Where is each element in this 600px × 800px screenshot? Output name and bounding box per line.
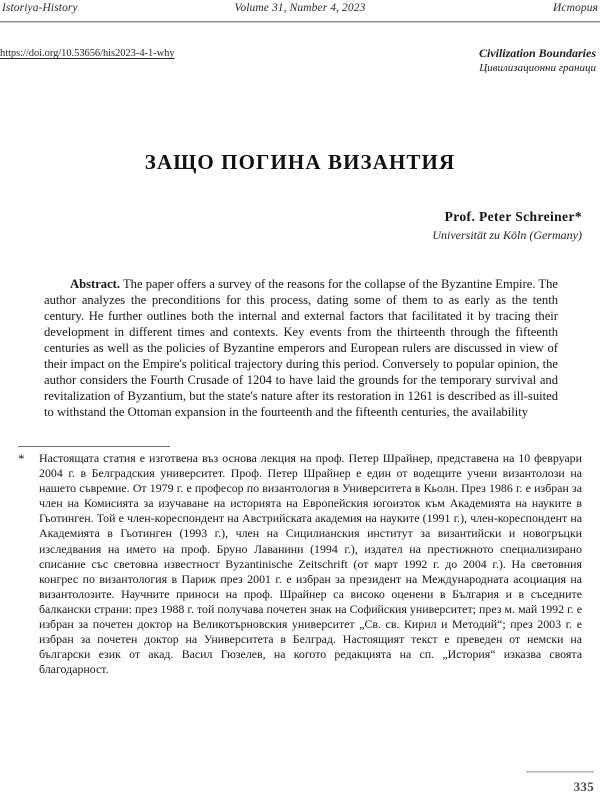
section-label (479, 46, 596, 75)
author-affiliation: Universität zu Köln (Germany) (432, 228, 582, 242)
article-title: ЗАЩО ПОГИНА ВИЗАНТИЯ (144, 150, 456, 175)
running-head (0, 2, 600, 22)
footnote-separator (18, 446, 170, 447)
footnote (18, 451, 582, 677)
folio-divider (526, 771, 594, 773)
abstract (44, 276, 558, 420)
abstract-text: The paper offers a survey of the reasons for the collapse of the Byzantine Empire. The author analyzes the preconditions for this process, dating some of them to as early as the tenth century. He further outlines both the internal and external factors that facilitated it by tracing their development in different times and contexts. Key events from the thirteenth through the fifteenth centuries as well as the policies of Byzantine emperors and European rulers are discussed in view of their impact on the Empire's political trajectory during this period. Conversely to popular opinion, the author considers the Fourth Crusade of 1204 to have laid the grounds for the temporary survival and revitalization of Byzantium, but the state's nature after its restoration in 1261 is described as ill-suited to withstand the Ottoman expansion in the fourteenth and the fifteenth centuries, the availability (44, 276, 558, 419)
footnote-marker: * (18, 451, 25, 466)
abstract-lead-label: Abstract. (70, 276, 121, 291)
author-name: Prof. Peter Schreiner* (444, 209, 582, 224)
section-label-bg: Цивилизационни граници (479, 62, 596, 74)
footnote-text: Настоящата статия е изготвена въз основа лекция на проф. Петер Шрайнер, представена на 10 февруари 2004 г. в Белградския университет. Проф. Петер Шрайнер е един от водещите учени византолози на нашето съвремие. От 1979 г. е професор по византология в Университета в Кьолн. През 1986 г. е избран за член на Комисията за изучаване на историята на Европейския югоизток към Академията на науките в Гьотинген. Той е член-кореспондент на Австрийската академия на науките (1991 г.), член-кореспондент на Академията в Гьотинген (1993 г.), член на Сицилианския институт за византийски и новогръцки изследвания на името на проф. Бруно Лаванини (1994 г.), издател на престижното специализирано списание със световна известност Byzantinische Zeitschrift (от март 1992 г. до 2004 г.). На световния конгрес по византология в Париж през 2001 г. е избран за президент на Международната асоциация на византолозите. Научните приноси на проф. Шрайнер са високо оценени в България и в съседните балкански страни: през 1988 г. той получава почетен знак на Софийския университет; през м. май 1992 г. е избран за почетен доктор на Великотърновския университет „Св. св. Кирил и Методий“; през 2003 г. е избран за почетен доктор на Университета в Белград. Настоящият текст е преведен от немски на български език от акад. Васил Гюзелев, на когото редакцията на сп. „История“ изказва своята благодарност. (39, 451, 582, 677)
header-divider (0, 21, 600, 23)
running-head-journal-title: Istoriya-History (2, 2, 78, 14)
running-head-issue: Volume 31, Number 4, 2023 (234, 2, 366, 14)
doi-link[interactable]: https://doi.org/10.53656/his2023-4-1-why (0, 48, 175, 59)
section-label-en: Civilization Boundaries (478, 46, 596, 60)
running-head-journal-title-cyrillic: История (552, 2, 598, 14)
author-block (432, 209, 582, 243)
page-number: 335 (573, 779, 594, 794)
